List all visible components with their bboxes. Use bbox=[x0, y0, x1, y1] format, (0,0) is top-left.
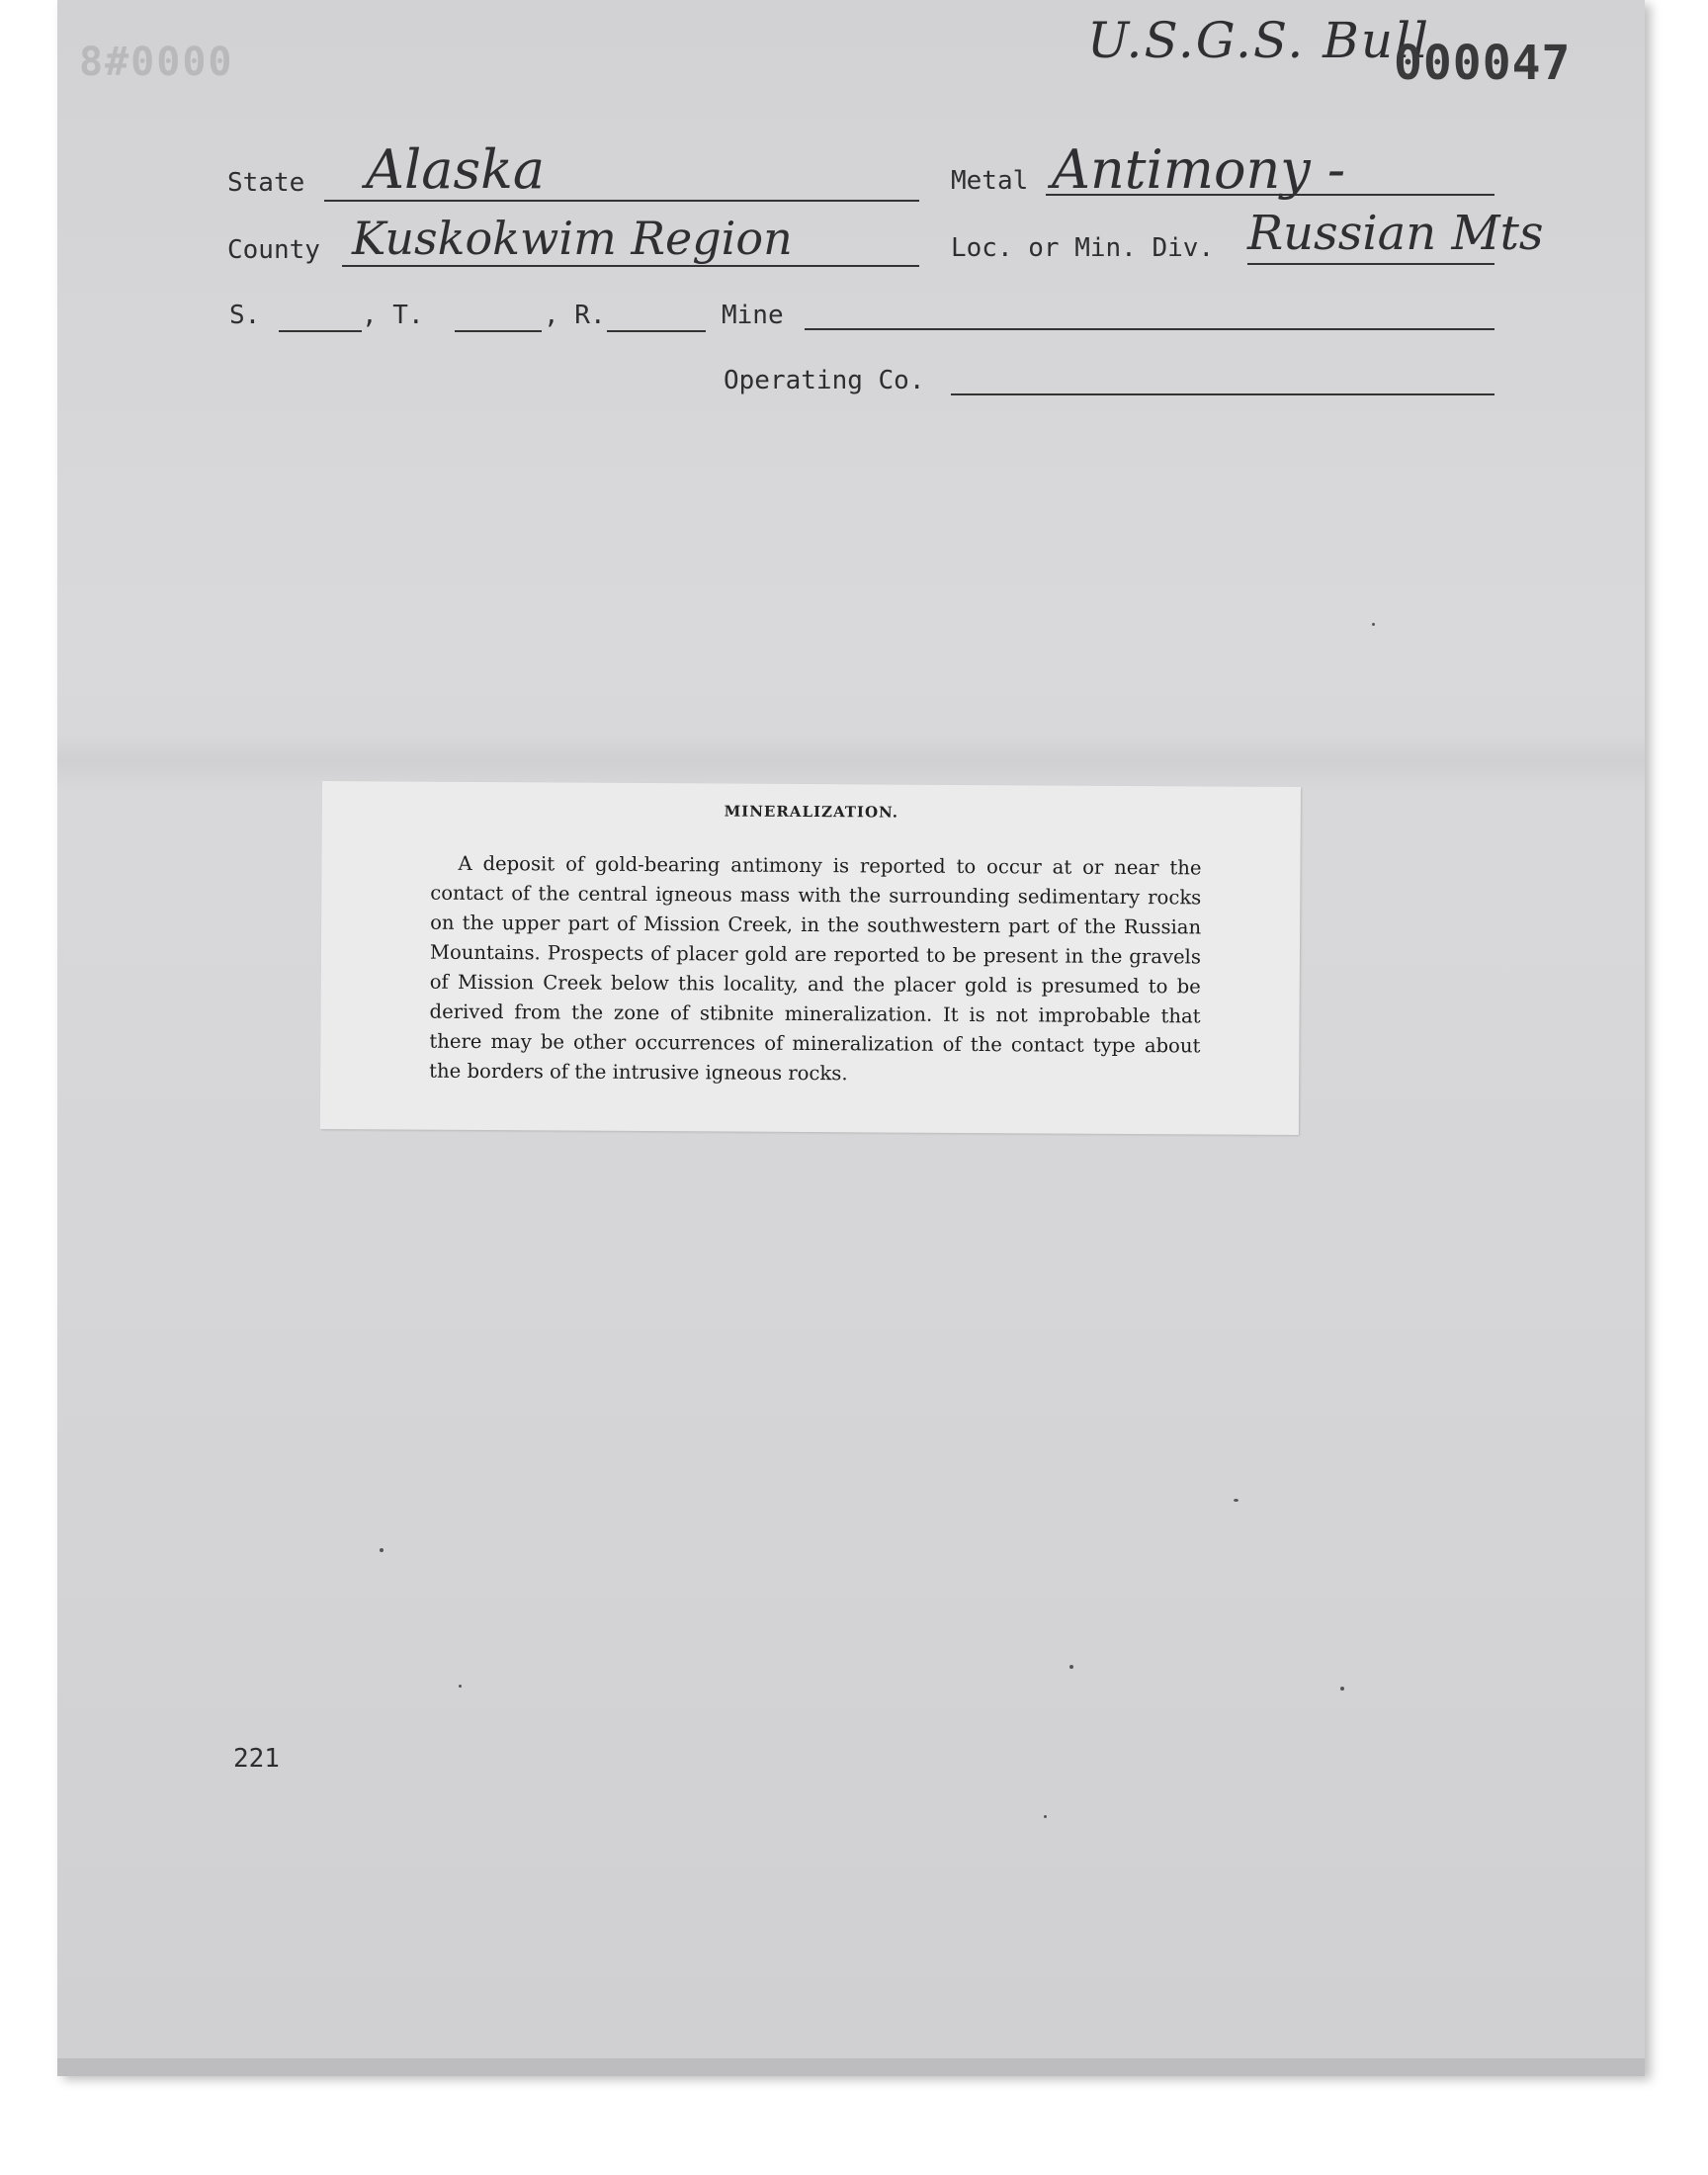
operating-co-label: Operating Co. bbox=[724, 366, 925, 395]
operating-co-underline bbox=[951, 393, 1494, 395]
dust-speck bbox=[1069, 1665, 1073, 1669]
metal-value: Antimony - bbox=[1052, 138, 1346, 201]
state-label: State bbox=[227, 168, 305, 198]
metal-underline bbox=[1046, 194, 1494, 196]
state-value: Alaska bbox=[366, 138, 546, 201]
dust-speck bbox=[1340, 1687, 1344, 1691]
county-underline bbox=[342, 265, 919, 267]
dust-speck bbox=[459, 1685, 462, 1688]
clipping-body: A deposit of gold-bearing antimony is reported to occur at or near the contact of the central igneous mass with the surrounding sedimentary rocks on the upper part of Mission Creek, in the southwestern part of the Russian Mountains. Prospects of placer gold are reported to be present in the gravels of Mission Creek below this locality, and the placer gold is presumed to be derived from the zone of stibnite mineralization. It is not improbable that there may be other occurrences of mineralization of the contact type about the borders of the intrusive igneous rocks. bbox=[429, 851, 1202, 1086]
county-label: County bbox=[227, 235, 320, 265]
handwritten-reference: U.S.G.S. Bull bbox=[1087, 12, 1431, 69]
range-label: , R. bbox=[544, 301, 606, 330]
dust-speck bbox=[380, 1548, 384, 1552]
mineralization-clipping bbox=[320, 781, 1301, 1135]
township-label: , T. bbox=[362, 301, 424, 330]
dust-speck bbox=[1044, 1815, 1047, 1818]
state-underline bbox=[324, 200, 919, 202]
page-number: 221 bbox=[233, 1744, 280, 1774]
stamp-number: 000047 bbox=[1394, 36, 1572, 91]
mine-underline bbox=[805, 328, 1494, 330]
locality-underline bbox=[1247, 263, 1494, 265]
clipping-title: MINERALIZATION. bbox=[724, 802, 899, 822]
locality-value: Russian Mts bbox=[1247, 206, 1544, 261]
section-label: S. bbox=[229, 301, 261, 330]
range-underline bbox=[607, 330, 706, 332]
mine-label: Mine bbox=[722, 301, 784, 330]
section-underline bbox=[279, 330, 362, 332]
faded-stamp-number: 8#0000 bbox=[79, 40, 234, 85]
county-value: Kuskokwim Region bbox=[352, 212, 793, 265]
dust-speck bbox=[1234, 1499, 1238, 1502]
township-underline bbox=[455, 330, 542, 332]
dust-speck bbox=[1372, 623, 1375, 626]
metal-label: Metal bbox=[951, 166, 1029, 196]
locality-label: Loc. or Min. Div. bbox=[951, 233, 1215, 263]
page-fold-shadow bbox=[57, 732, 1645, 791]
